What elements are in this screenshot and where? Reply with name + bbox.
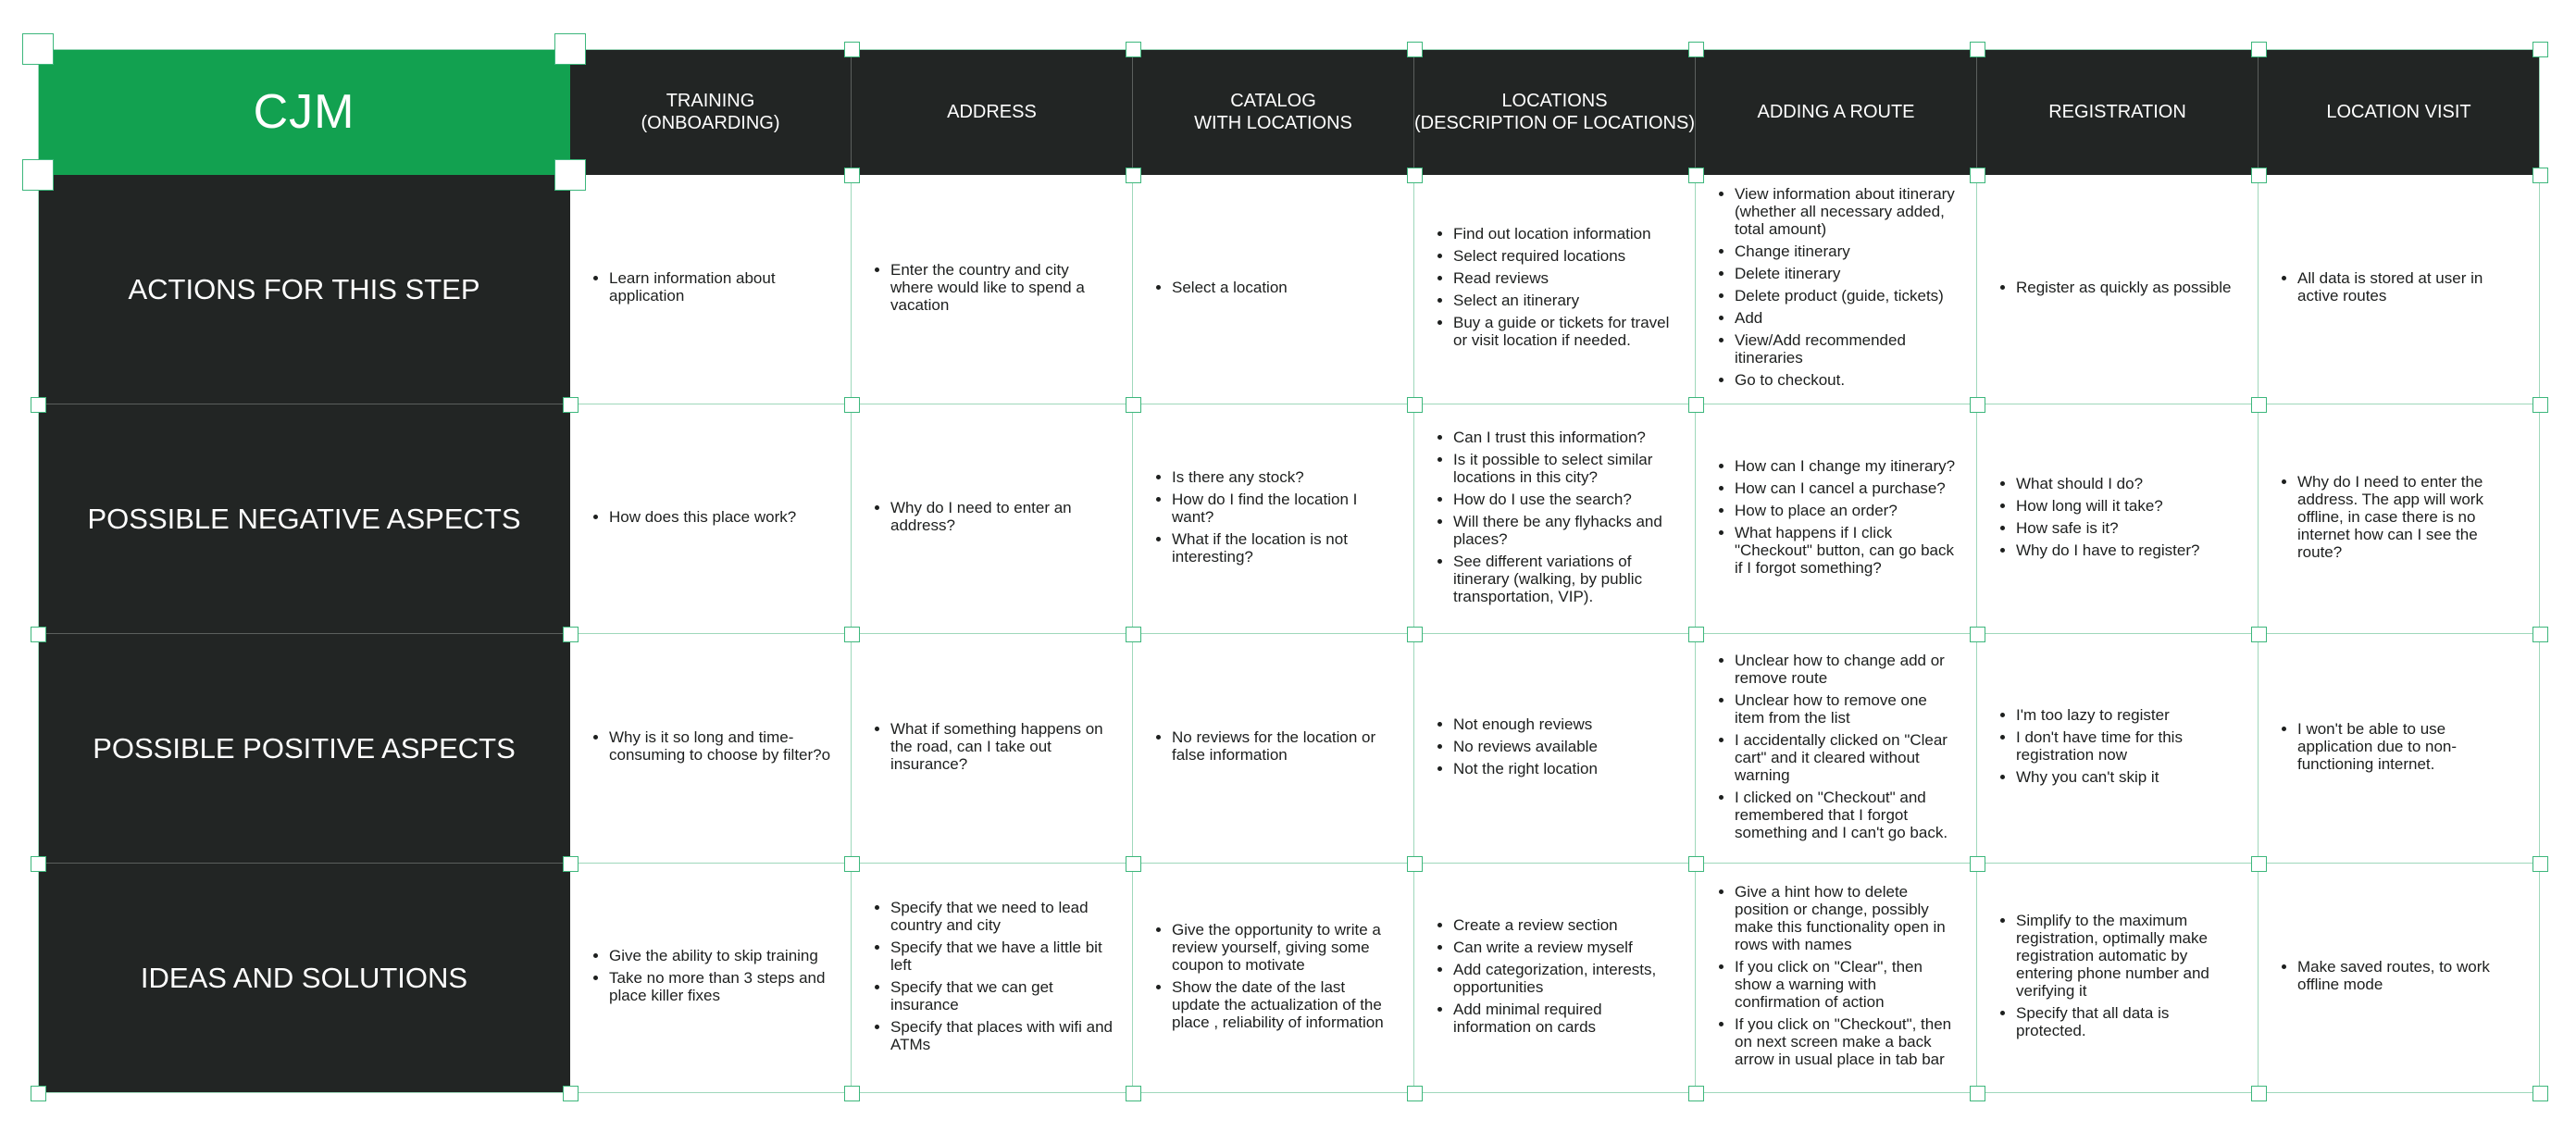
list-item: • Show the date of the last update the actualization of the place , reliability of information [1172, 978, 1397, 1031]
list-item: • Unclear how to remove one item from the list [1735, 691, 1960, 727]
list-item: • Create a review section [1453, 916, 1678, 934]
bullet-list [2281, 269, 2522, 309]
list-item: • I accidentally clicked on "Clear cart" and it cleared without warning [1735, 731, 1960, 784]
resize-handle[interactable] [1126, 397, 1141, 413]
table-cell [570, 175, 852, 404]
resize-handle[interactable] [1407, 627, 1423, 642]
table-cell [1414, 175, 1696, 404]
list-item: • Specify that places with wifi and ATMs [890, 1018, 1115, 1053]
resize-handle[interactable] [1970, 42, 1985, 57]
resize-handle[interactable] [31, 397, 46, 413]
list-item: • Can I trust this information? [1453, 429, 1678, 446]
list-item: • All data is stored at user in active routes [2297, 269, 2522, 305]
resize-handle[interactable] [1970, 168, 1985, 183]
bullet-list [592, 508, 796, 530]
bullet-list [1999, 706, 2241, 790]
column-header: LOCATION VISIT [2259, 49, 2540, 175]
resize-handle[interactable] [1688, 627, 1704, 642]
list-item: • If you click on "Clear", then show a warning with confirmation of action [1735, 958, 1960, 1011]
list-item: • I'm too lazy to register [2016, 706, 2241, 724]
resize-handle[interactable] [844, 1086, 860, 1101]
list-item: • How does this place work? [609, 508, 796, 526]
resize-handle[interactable] [1126, 168, 1141, 183]
column-header: TRAINING (ONBOARDING) [570, 49, 852, 175]
bullet-list [2281, 958, 2522, 998]
list-item: • Add minimal required information on cards [1453, 1001, 1678, 1036]
resize-handle[interactable] [844, 42, 860, 57]
list-item: • What if something happens on the road, can I take out insurance? [890, 720, 1115, 773]
list-item: • No reviews for the location or false information [1172, 728, 1397, 764]
resize-handle[interactable] [2532, 1086, 2548, 1101]
row-header: IDEAS AND SOLUTIONS [38, 864, 570, 1093]
table-cell [1696, 634, 1977, 864]
list-item: • Select required locations [1453, 247, 1678, 265]
resize-handle[interactable] [2532, 168, 2548, 183]
bullet-list [1718, 883, 1960, 1073]
resize-handle[interactable] [2251, 397, 2267, 413]
list-item: • Add [1735, 309, 1960, 327]
table-cell [1414, 634, 1696, 864]
bullet-list [1718, 652, 1960, 846]
resize-handle[interactable] [1688, 168, 1704, 183]
list-item: • No reviews available [1453, 738, 1598, 755]
resize-handle[interactable] [844, 397, 860, 413]
list-item: • Select a location [1172, 279, 1288, 296]
table-cell [1133, 175, 1414, 404]
list-item: • Is it possible to select similar locations in this city? [1453, 451, 1678, 486]
resize-handle[interactable] [22, 33, 54, 65]
list-item: • Read reviews [1453, 269, 1678, 287]
row-header: POSSIBLE POSITIVE ASPECTS [38, 634, 570, 864]
table-cell [1696, 864, 1977, 1093]
list-item: • View/Add recommended itineraries [1735, 331, 1960, 367]
table-cell [1977, 175, 2259, 404]
resize-handle[interactable] [1970, 397, 1985, 413]
bullet-list [874, 261, 1115, 318]
table-cell [1696, 404, 1977, 634]
table-cell [1977, 404, 2259, 634]
list-item: • View information about itinerary (whether all necessary added, total amount) [1735, 185, 1960, 238]
bullet-list [874, 899, 1115, 1058]
resize-handle[interactable] [1126, 627, 1141, 642]
resize-handle[interactable] [1407, 168, 1423, 183]
list-item: • Find out location information [1453, 225, 1678, 242]
table-cell [2259, 404, 2540, 634]
list-item: • If you click on "Checkout", then on next screen make a back arrow in usual place in tab bar [1735, 1015, 1960, 1068]
bullet-list [592, 269, 834, 309]
list-item: • Delete product (guide, tickets) [1735, 287, 1960, 305]
resize-handle[interactable] [31, 856, 46, 872]
resize-handle[interactable] [1688, 1086, 1704, 1101]
bullet-list [1718, 457, 1960, 581]
list-item: • Specify that we can get insurance [890, 978, 1115, 1013]
table-cell [2259, 175, 2540, 404]
resize-handle[interactable] [1970, 1086, 1985, 1101]
bullet-list [1999, 475, 2199, 564]
column-header: REGISTRATION [1977, 49, 2259, 175]
list-item: • Register as quickly as possible [2016, 279, 2231, 296]
bullet-list [592, 947, 834, 1009]
bullet-list [1718, 185, 1960, 393]
list-item: • Is there any stock? [1172, 468, 1397, 486]
column-header: ADDING A ROUTE [1696, 49, 1977, 175]
list-item: • I don't have time for this registration now [2016, 728, 2241, 764]
resize-handle[interactable] [2532, 42, 2548, 57]
list-item: • Delete itinerary [1735, 265, 1960, 282]
list-item: • I clicked on "Checkout" and remembered that I forgot something and I can't go back. [1735, 789, 1960, 841]
resize-handle[interactable] [1407, 1086, 1423, 1101]
cjm-title: CJM [38, 49, 570, 175]
table-cell [1977, 634, 2259, 864]
row-header: ACTIONS FOR THIS STEP [38, 175, 570, 404]
table-cell [1414, 864, 1696, 1093]
list-item: • Give the opportunity to write a review yourself, giving some coupon to motivate [1172, 921, 1397, 974]
bullet-list [1999, 279, 2231, 301]
table-cell [2259, 864, 2540, 1093]
resize-handle[interactable] [844, 627, 860, 642]
resize-handle[interactable] [2532, 856, 2548, 872]
list-item: • Will there be any flyhacks and places? [1453, 513, 1678, 548]
resize-handle[interactable] [554, 33, 586, 65]
table-cell [1133, 404, 1414, 634]
bullet-list [874, 499, 1115, 539]
resize-handle[interactable] [1126, 1086, 1141, 1101]
row-header: POSSIBLE NEGATIVE ASPECTS [38, 404, 570, 634]
bullet-list [874, 720, 1115, 777]
table-cell [570, 864, 852, 1093]
table-cell [852, 404, 1133, 634]
list-item: • How do I use the search? [1453, 491, 1678, 508]
list-item: • Simplify to the maximum registration, optimally make registration automatic by entering phone number and verifying it [2016, 912, 2241, 1000]
resize-handle[interactable] [563, 397, 579, 413]
list-item: • Specify that we need to lead country and city [890, 899, 1115, 934]
resize-handle[interactable] [554, 159, 586, 191]
resize-handle[interactable] [2251, 627, 2267, 642]
table-cell [852, 634, 1133, 864]
bullet-list [1437, 916, 1678, 1040]
list-item: • How can I cancel a purchase? [1735, 479, 1960, 497]
list-item: • Select an itinerary [1453, 292, 1678, 309]
list-item: • Enter the country and city where would like to spend a vacation [890, 261, 1115, 314]
list-item: • See different variations of itinerary (walking, by public transportation, VIP). [1453, 553, 1678, 605]
bullet-list [1437, 715, 1598, 782]
resize-handle[interactable] [22, 159, 54, 191]
list-item: • How safe is it? [2016, 519, 2199, 537]
resize-handle[interactable] [563, 627, 579, 642]
resize-handle[interactable] [844, 168, 860, 183]
list-item: • Take no more than 3 steps and place killer fixes [609, 969, 834, 1004]
list-item: • How do I find the location I want? [1172, 491, 1397, 526]
resize-handle[interactable] [1407, 397, 1423, 413]
resize-handle[interactable] [1126, 42, 1141, 57]
resize-handle[interactable] [31, 627, 46, 642]
bullet-list [1155, 728, 1397, 768]
table-cell [1133, 634, 1414, 864]
list-item: • Change itinerary [1735, 242, 1960, 260]
resize-handle[interactable] [1688, 397, 1704, 413]
table-cell [852, 864, 1133, 1093]
list-item: • Why is it so long and time-consuming to choose by filter?o [609, 728, 834, 764]
resize-handle[interactable] [1970, 856, 1985, 872]
list-item: • How can I change my itinerary? [1735, 457, 1960, 475]
table-cell [852, 175, 1133, 404]
table-cell [570, 634, 852, 864]
list-item: • Why do I need to enter the address. The app will work offline, in case there is no internet how can I see the route? [2297, 473, 2522, 561]
resize-handle[interactable] [563, 856, 579, 872]
bullet-list [1155, 468, 1397, 570]
list-item: • Go to checkout. [1735, 371, 1960, 389]
list-item: • What should I do? [2016, 475, 2199, 492]
bullet-list [592, 728, 834, 768]
list-item: • Specify that we have a little bit left [890, 939, 1115, 974]
resize-handle[interactable] [2251, 42, 2267, 57]
list-item: • What happens if I click "Checkout" button, can go back if I forgot something? [1735, 524, 1960, 577]
resize-handle[interactable] [2251, 168, 2267, 183]
list-item: • Why do I have to register? [2016, 541, 2199, 559]
table-cell [570, 404, 852, 634]
table-cell [1977, 864, 2259, 1093]
resize-handle[interactable] [2251, 856, 2267, 872]
list-item: • Can write a review myself [1453, 939, 1678, 956]
list-item: • Specify that all data is protected. [2016, 1004, 2241, 1039]
table-cell [1133, 864, 1414, 1093]
bullet-list [1999, 912, 2241, 1044]
list-item: • Not enough reviews [1453, 715, 1598, 733]
list-item: • Give the ability to skip training [609, 947, 834, 964]
bullet-list [2281, 473, 2522, 566]
resize-handle[interactable] [1407, 42, 1423, 57]
table-cell [1414, 404, 1696, 634]
bullet-list [2281, 720, 2522, 777]
list-item: • Unclear how to change add or remove route [1735, 652, 1960, 687]
list-item: • Give a hint how to delete position or change, possibly make this functionality open in rows with names [1735, 883, 1960, 953]
resize-handle[interactable] [1126, 856, 1141, 872]
list-item: • Add categorization, interests, opportunities [1453, 961, 1678, 996]
table-cell [1696, 175, 1977, 404]
bullet-list [1437, 225, 1678, 354]
list-item: • I won't be able to use application due to non-functioning internet. [2297, 720, 2522, 773]
resize-handle[interactable] [31, 1086, 46, 1101]
column-header: CATALOG WITH LOCATIONS [1133, 49, 1414, 175]
list-item: • Learn information about application [609, 269, 834, 305]
resize-handle[interactable] [1688, 42, 1704, 57]
bullet-list [1155, 279, 1288, 301]
resize-handle[interactable] [2532, 397, 2548, 413]
list-item: • Why do I need to enter an address? [890, 499, 1115, 534]
resize-handle[interactable] [563, 1086, 579, 1101]
column-header: LOCATIONS (DESCRIPTION OF LOCATIONS) [1414, 49, 1696, 175]
list-item: • Buy a guide or tickets for travel or visit location if needed. [1453, 314, 1678, 349]
list-item: • Make saved routes, to work offline mode [2297, 958, 2522, 993]
bullet-list [1437, 429, 1678, 610]
resize-handle[interactable] [1970, 627, 1985, 642]
list-item: • What if the location is not interesting? [1172, 530, 1397, 566]
bullet-list [1155, 921, 1397, 1036]
list-item: • How long will it take? [2016, 497, 2199, 515]
resize-handle[interactable] [844, 856, 860, 872]
list-item: • How to place an order? [1735, 502, 1960, 519]
resize-handle[interactable] [1688, 856, 1704, 872]
list-item: • Why you can't skip it [2016, 768, 2241, 786]
column-header: ADDRESS [852, 49, 1133, 175]
resize-handle[interactable] [1407, 856, 1423, 872]
resize-handle[interactable] [2532, 627, 2548, 642]
resize-handle[interactable] [2251, 1086, 2267, 1101]
table-cell [2259, 634, 2540, 864]
list-item: • Not the right location [1453, 760, 1598, 777]
